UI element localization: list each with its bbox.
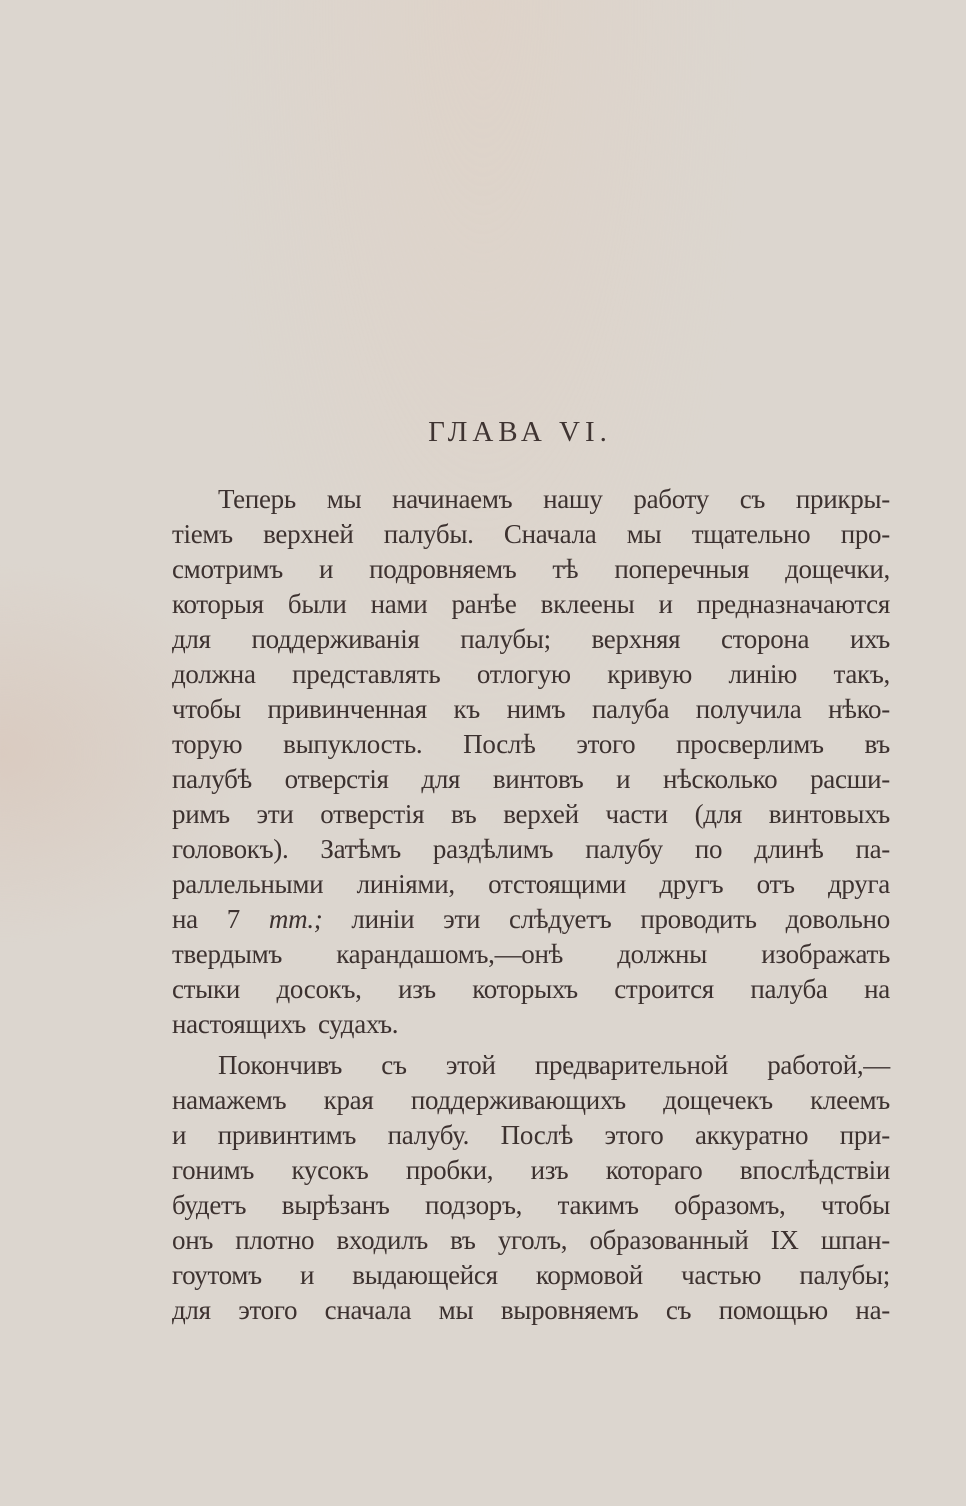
word: гонимъ: [172, 1155, 255, 1185]
word: намажемъ: [172, 1085, 287, 1115]
word: поддерживающихъ: [410, 1085, 626, 1115]
word: начинаемъ: [392, 484, 513, 514]
word: нашу: [543, 484, 603, 514]
word: должна: [172, 659, 256, 689]
word: были: [287, 589, 347, 619]
word: выпуклость.: [283, 729, 423, 759]
word: и: [318, 554, 334, 584]
word: нимъ: [506, 694, 566, 724]
word: проводить: [640, 904, 757, 934]
word: верхняя: [591, 624, 681, 654]
word: изображать: [761, 939, 890, 969]
word: подзоръ,: [425, 1190, 523, 1220]
word: палубы.: [383, 519, 474, 549]
word: Затѣмъ: [320, 834, 401, 864]
word: римъ: [172, 799, 230, 829]
word: друга: [828, 869, 890, 899]
word: палубу.: [387, 1120, 470, 1150]
word: сторона: [720, 624, 810, 654]
word: палуба: [750, 974, 828, 1004]
word: настоящихъ: [172, 1009, 306, 1039]
text-line: [172, 832, 890, 867]
word: на-: [855, 1295, 890, 1325]
word: ихъ: [849, 624, 890, 654]
word: на: [172, 904, 198, 934]
word: работу: [633, 484, 709, 514]
word: (для: [694, 799, 742, 829]
text-line: [172, 727, 890, 762]
word: части: [605, 799, 668, 829]
word: должны: [617, 939, 708, 969]
word: нѣко-: [828, 694, 890, 724]
word: выдающейся: [352, 1260, 498, 1290]
word: чтобы: [172, 694, 241, 724]
text-line: [172, 657, 890, 692]
word: которыя: [172, 589, 264, 619]
word: котораго: [605, 1155, 703, 1185]
word: уголъ,: [497, 1225, 568, 1255]
word: торую: [172, 729, 243, 759]
word: верхей: [503, 799, 579, 829]
text-line: [172, 587, 890, 622]
word: дощечекъ: [663, 1085, 773, 1115]
word: палубы;: [799, 1260, 890, 1290]
word: раллельными: [172, 869, 324, 899]
word: въ: [451, 799, 477, 829]
word: изъ: [398, 974, 436, 1004]
word: палуба: [591, 694, 670, 724]
word: дощечки,: [785, 554, 890, 584]
text-line: [172, 797, 890, 832]
text-line: [172, 972, 890, 1007]
word: нѣсколько: [663, 764, 778, 794]
word: образованный: [589, 1225, 749, 1255]
word: изъ: [530, 1155, 569, 1185]
word: чтобы: [821, 1190, 890, 1220]
word: эти: [443, 904, 481, 934]
word: поддерживанія: [251, 624, 420, 654]
word: смотримъ: [172, 554, 283, 584]
word: будетъ: [172, 1190, 247, 1220]
word: отстоящими: [488, 869, 627, 899]
word: шпан-: [820, 1225, 890, 1255]
word: этого: [604, 1120, 664, 1150]
word: mm.;: [268, 904, 323, 934]
word: расши-: [810, 764, 890, 794]
text-line: [172, 552, 890, 587]
word: съ: [739, 484, 766, 514]
text-line: [172, 1258, 890, 1293]
word: и: [658, 589, 673, 619]
word: впослѣдствіи: [739, 1155, 890, 1185]
word: съ: [665, 1295, 692, 1325]
word: клеемъ: [810, 1085, 890, 1115]
word: мы: [438, 1295, 474, 1325]
word: про-: [840, 519, 890, 549]
word: Послѣ: [463, 729, 536, 759]
word: длинѣ: [754, 834, 824, 864]
word: линію: [728, 659, 798, 689]
word: предназначаются: [696, 589, 890, 619]
chapter-title: ГЛАВА VI.: [428, 416, 612, 448]
paragraph-1: [172, 482, 890, 1042]
word: Послѣ: [500, 1120, 573, 1150]
word: судахъ.: [317, 1009, 399, 1039]
word: и: [299, 1260, 315, 1290]
text-line: [172, 902, 890, 937]
word: мы: [326, 484, 362, 514]
word: этой: [445, 1050, 496, 1080]
word: кормовой: [535, 1260, 643, 1290]
word: этого: [238, 1295, 298, 1325]
word: вклеены: [540, 589, 635, 619]
word: вырѣзанъ: [281, 1190, 390, 1220]
word: палубу: [585, 834, 663, 864]
word: Покончивъ: [218, 1050, 343, 1080]
text-line: [172, 517, 890, 552]
word: привинченная: [267, 694, 427, 724]
word: при-: [839, 1120, 890, 1150]
word: сначала: [324, 1295, 412, 1325]
word: работой,—: [767, 1050, 890, 1080]
word: нами: [370, 589, 428, 619]
word: которыхъ: [472, 974, 578, 1004]
word: тщательно: [691, 519, 811, 549]
word: прикры-: [795, 484, 890, 514]
word: слѣдуетъ: [509, 904, 612, 934]
word: мы: [626, 519, 662, 549]
word: частью: [681, 1260, 762, 1290]
text-line: [172, 867, 890, 902]
text-line: [172, 1153, 890, 1188]
word: аккуратно: [695, 1120, 809, 1150]
word: входилъ: [336, 1225, 428, 1255]
word: отверстія: [320, 799, 425, 829]
word: IX: [770, 1225, 799, 1255]
word: къ: [453, 694, 480, 724]
word: палубѣ: [172, 764, 252, 794]
word: раздѣлимъ: [432, 834, 554, 864]
text-line: [172, 482, 890, 517]
word: онъ: [172, 1225, 214, 1255]
word: этого: [576, 729, 636, 759]
text-line: [172, 1007, 890, 1042]
word: для: [172, 624, 211, 654]
word: для: [421, 764, 461, 794]
word: эти: [256, 799, 294, 829]
text-line: [172, 1083, 890, 1118]
word: кривую: [607, 659, 692, 689]
word: тѣ: [552, 554, 579, 584]
word: гоутомъ: [172, 1260, 262, 1290]
word: просверлимъ: [676, 729, 824, 759]
word: ранѣе: [451, 589, 517, 619]
word: представлять: [292, 659, 441, 689]
word: предварительной: [534, 1050, 728, 1080]
text-line: [172, 692, 890, 727]
word: винтовъ: [492, 764, 584, 794]
word: по: [694, 834, 723, 864]
word: досокъ,: [276, 974, 362, 1004]
word: твердымъ: [172, 939, 283, 969]
word: плотно: [235, 1225, 315, 1255]
word: края: [323, 1085, 374, 1115]
word: головокъ).: [172, 834, 289, 864]
word: другъ: [659, 869, 724, 899]
word: Сначала: [503, 519, 597, 549]
word: Теперь: [218, 484, 296, 514]
text-line: [172, 1223, 890, 1258]
body-text: [172, 482, 890, 1328]
text-line: [172, 1293, 890, 1328]
word: карандашомъ,—онѣ: [336, 939, 563, 969]
word: съ: [381, 1050, 407, 1080]
word: такъ,: [833, 659, 890, 689]
word: па-: [855, 834, 890, 864]
word: палубы;: [460, 624, 551, 654]
text-line: [172, 937, 890, 972]
word: тіемъ: [172, 519, 233, 549]
word: выровняемъ: [500, 1295, 639, 1325]
word: образомъ,: [674, 1190, 786, 1220]
word: верхней: [263, 519, 354, 549]
word: подровняемъ: [369, 554, 517, 584]
word: въ: [864, 729, 890, 759]
word: и: [172, 1120, 187, 1150]
word: винтовыхъ: [768, 799, 890, 829]
text-line: [172, 1188, 890, 1223]
word: привинтимъ: [217, 1120, 357, 1150]
word: такимъ: [557, 1190, 639, 1220]
paragraph-2: [172, 1048, 890, 1328]
text-line: [172, 1048, 890, 1083]
word: строится: [614, 974, 714, 1004]
word: въ: [450, 1225, 476, 1255]
word: помощью: [718, 1295, 828, 1325]
word: довольно: [785, 904, 890, 934]
word: поперечныя: [614, 554, 750, 584]
word: отъ: [756, 869, 795, 899]
text-line: [172, 622, 890, 657]
word: для: [172, 1295, 211, 1325]
word: и: [616, 764, 631, 794]
text-line: [172, 762, 890, 797]
text-line: [172, 1118, 890, 1153]
word: отверстія: [284, 764, 389, 794]
word: получила: [695, 694, 802, 724]
word: 7: [226, 904, 240, 934]
word: линіи: [351, 904, 415, 934]
word: линіями,: [356, 869, 455, 899]
word: пробки,: [405, 1155, 494, 1185]
word: отлогую: [476, 659, 571, 689]
word: стыки: [172, 974, 240, 1004]
word: кусокъ: [291, 1155, 369, 1185]
word: на: [864, 974, 890, 1004]
